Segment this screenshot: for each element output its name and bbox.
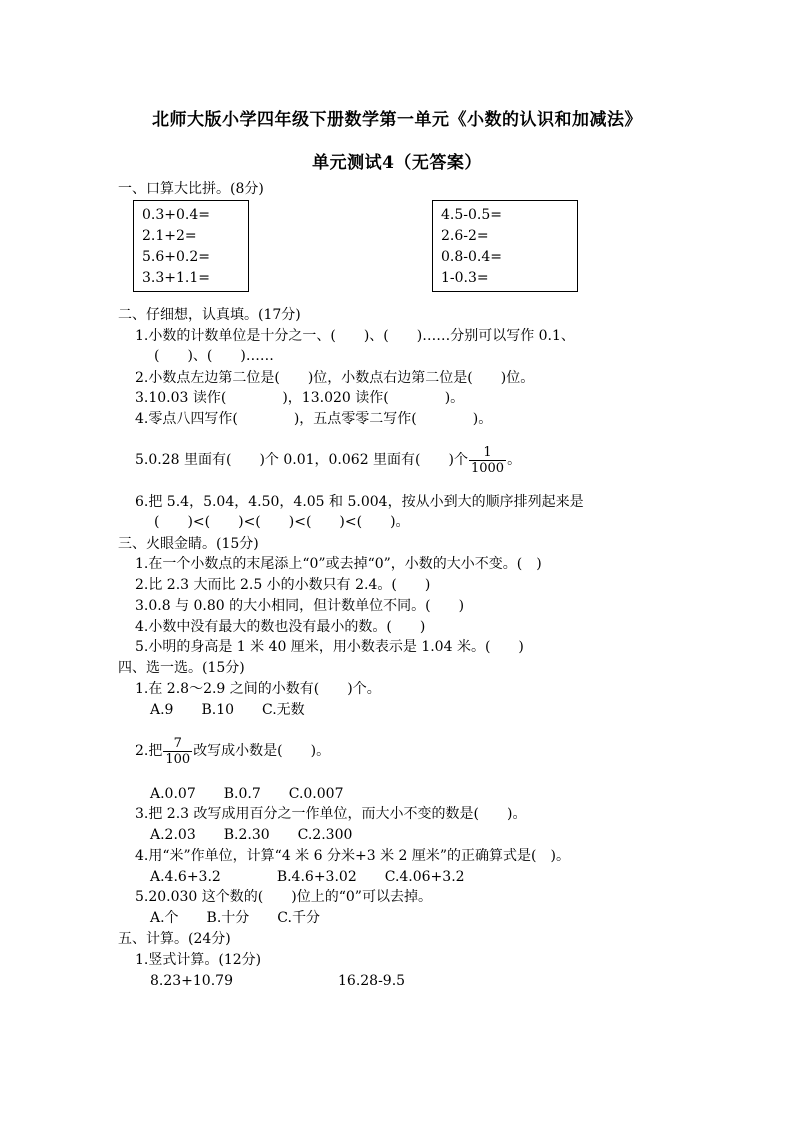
mental-math-item: 0.3+0.4= — [142, 207, 210, 223]
judge-question-3: 3.0.8 与 0.80 的大小相同，但计数单位不同。( ) — [135, 598, 465, 614]
fill-question-6-cont: ( )<( )<( )<( )<( )。 — [154, 514, 410, 530]
choice-question-5-options: A.个 B.十分 C.千分 — [150, 910, 320, 926]
choice-question-4: 4.用“米”作单位，计算“4 米 6 分米+3 米 2 厘米”的正确算式是( )。 — [135, 848, 570, 864]
mental-math-box-right — [432, 200, 578, 292]
mental-math-item: 2.1+2= — [142, 228, 197, 244]
fraction-numerator: 7 — [173, 735, 182, 751]
fill-question-1-cont: ( )、( )…… — [154, 348, 274, 364]
fill-question-5-end: 。 — [507, 452, 522, 468]
mental-math-item: 2.6-2= — [441, 228, 489, 244]
document-title-line1: 北师大版小学四年级下册数学第一单元《小数的认识和加减法》 — [152, 110, 642, 130]
fill-question-1: 1.小数的计数单位是十分之一、( )、( )……分别可以写作 0.1、 — [135, 328, 575, 344]
choice-question-2 — [135, 733, 330, 769]
calc-problem-1: 8.23+10.79 — [150, 973, 233, 989]
fill-question-4: 4.零点八四写作( )，五点零零二写作( )。 — [135, 411, 493, 427]
fill-question-3: 3.10.03 读作( )，13.020 读作( )。 — [135, 390, 465, 406]
choice-question-1: 1.在 2.8～2.9 之间的小数有( )个。 — [135, 681, 381, 697]
fill-question-5 — [135, 442, 521, 478]
section3-heading: 三、火眼金睛。(15分) — [118, 536, 259, 552]
section1-heading: 一、口算大比拼。(8分) — [118, 181, 264, 197]
fill-question-6: 6.把 5.4，5.04，4.50，4.05 和 5.004，按从小到大的顺序排列起来是 — [135, 494, 584, 510]
choice-question-1-options: A.9 B.10 C.无数 — [150, 702, 305, 718]
calc-subheading: 1.竖式计算。(12分) — [135, 952, 262, 968]
document-title-line2: 单元测试4（无答案） — [312, 153, 482, 173]
choice-question-4-options: A.4.6+3.2 B.4.6+3.02 C.4.06+3.2 — [150, 869, 465, 885]
calc-problem-2: 16.28-9.5 — [338, 973, 406, 989]
choice-question-2-end: 改写成小数是( )。 — [193, 743, 331, 759]
section2-heading: 二、仔细想，认真填。(17分) — [118, 307, 301, 323]
choice-question-2-options: A.0.07 B.0.7 C.0.007 — [150, 786, 344, 802]
judge-question-2: 2.比 2.3 大而比 2.5 小的小数只有 2.4。( ) — [135, 577, 431, 593]
fill-question-5-text: 5.0.28 里面有( )个 0.01，0.062 里面有( )个 — [135, 452, 468, 468]
choice-question-3-options: A.2.03 B.2.30 C.2.300 — [150, 827, 353, 843]
mental-math-item: 4.5-0.5= — [441, 207, 502, 223]
fraction-one-thousandth — [469, 445, 506, 476]
judge-question-5: 5.小明的身高是 1 米 40 厘米，用小数表示是 1.04 米。( ) — [135, 639, 524, 655]
choice-question-2-text: 2.把 — [135, 743, 163, 759]
mental-math-item: 0.8-0.4= — [441, 249, 502, 265]
fill-question-2: 2.小数点左边第二位是( )位，小数点右边第二位是( )位。 — [135, 370, 535, 386]
section5-heading: 五、计算。(24分) — [118, 931, 231, 947]
judge-question-4: 4.小数中没有最大的数也没有最小的数。( ) — [135, 619, 426, 635]
section4-heading: 四、选一选。(15分) — [118, 660, 245, 676]
fraction-denominator: 100 — [165, 751, 191, 767]
mental-math-box-left — [133, 200, 249, 292]
fraction-seven-hundredths — [163, 736, 192, 767]
mental-math-item: 3.3+1.1= — [142, 270, 210, 286]
judge-question-1: 1.在一个小数点的末尾添上“0”或去掉“0”，小数的大小不变。( ) — [135, 556, 542, 572]
choice-question-3: 3.把 2.3 改写成用百分之一作单位，而大小不变的数是( )。 — [135, 806, 527, 822]
mental-math-item: 5.6+0.2= — [142, 249, 210, 265]
choice-question-5: 5.20.030 这个数的( )位上的“0”可以去掉。 — [135, 889, 432, 905]
fraction-denominator: 1000 — [470, 460, 505, 476]
fraction-numerator: 1 — [483, 444, 492, 460]
mental-math-item: 1-0.3= — [441, 270, 489, 286]
